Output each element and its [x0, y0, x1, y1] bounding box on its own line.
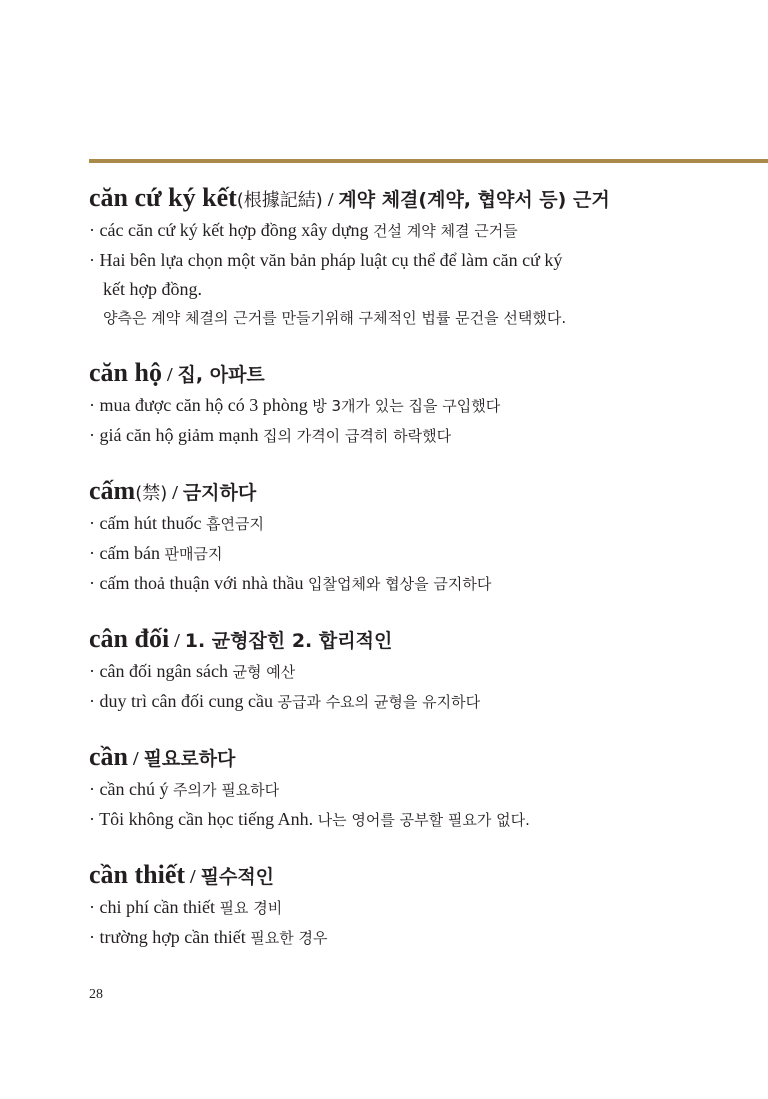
example: · chi phí cần thiết 필요 경비	[89, 897, 283, 917]
example: · Hai bên lựa chọn một văn bản pháp luật cụ thể để làm căn cứ ký	[89, 250, 563, 270]
example-ko: 공급과 수요의 균형을 유지하다	[277, 693, 481, 711]
dictionary-entries	[89, 180, 749, 975]
entry-heading	[89, 621, 749, 657]
example-ko: 판매금지	[164, 545, 223, 563]
headword: căn cứ ký kết	[89, 183, 237, 212]
example: · cần chú ý 주의가 필요하다	[89, 779, 280, 799]
entry	[89, 473, 749, 599]
example-ko: 필요 경비	[219, 899, 283, 917]
headword: cấm	[89, 476, 136, 505]
example-ko: 주의가 필요하다	[172, 781, 280, 799]
example: · duy trì cân đối cung cầu 공급과 수요의 균형을 유지하다	[89, 691, 481, 711]
example-vi: duy trì cân đối cung cầu	[99, 691, 273, 711]
example-vi: cấm bán	[99, 543, 160, 563]
separator: /	[322, 189, 339, 211]
example-vi: cấm thoả thuận với nhà thầu	[99, 573, 304, 593]
entry-heading	[89, 180, 749, 216]
separator: /	[128, 748, 144, 770]
entry-heading	[89, 857, 749, 893]
meaning: 계약 체결(계약, 협약서 등) 근거	[338, 189, 610, 211]
meaning: 필요로하다	[143, 748, 236, 770]
example: · giá căn hộ giảm mạnh 집의 가격이 급격히 하락했다	[89, 425, 452, 445]
example-vi: trường hợp cần thiết	[99, 927, 246, 947]
example: · trường hợp cần thiết 필요한 경우	[89, 927, 328, 947]
example-ko: 건설 계약 체결 근거들	[372, 222, 518, 240]
entry	[89, 857, 749, 953]
hanja: (禁)	[135, 483, 168, 504]
headword: cân đối	[89, 624, 170, 653]
example-ko: 집의 가격이 급격히 하락했다	[262, 427, 452, 445]
headword: cần	[89, 742, 128, 771]
example-vi: chi phí cần thiết	[99, 897, 215, 917]
example-vi: giá căn hộ giảm mạnh	[99, 425, 259, 445]
separator: /	[185, 866, 201, 888]
separator: /	[161, 364, 178, 386]
example-ko: 균형 예산	[232, 663, 296, 681]
example: · các căn cứ ký kết hợp đồng xây dựng 건설 계약 체결 근거들	[89, 220, 518, 240]
entry	[89, 621, 749, 717]
entry-heading	[89, 739, 749, 775]
entry	[89, 739, 749, 835]
example-ko-line: 양측은 계약 체결의 근거를 만들기위해 구체적인 법률 문건을 선택했다.	[103, 309, 567, 327]
example-vi: cấm hút thuốc	[99, 513, 202, 533]
example-vi: Hai bên lựa chọn một văn bản pháp luật cụ thể để làm căn cứ ký	[99, 250, 563, 270]
entry-heading	[89, 473, 749, 509]
meaning: 1. 균형잡힌 2. 합리적인	[184, 630, 393, 652]
example-ko: 필요한 경우	[250, 929, 328, 947]
example-vi: Tôi không cần học tiếng Anh.	[99, 809, 314, 829]
entry-heading	[89, 355, 749, 391]
example-ko: 흡연금지	[205, 515, 264, 533]
headword: căn hộ	[89, 358, 162, 387]
headword: cần thiết	[89, 860, 186, 889]
example: · cấm bán 판매금지	[89, 543, 223, 563]
entry	[89, 355, 749, 451]
entry	[89, 180, 749, 333]
example-vi: cần chú ý	[99, 779, 169, 799]
example-ko: 입찰업체와 협상을 금지하다	[307, 575, 492, 593]
example-ko: 방 3개가 있는 집을 구입했다	[312, 397, 501, 415]
example: · mua được căn hộ có 3 phòng 방 3개가 있는 집을 구입했다	[89, 395, 501, 415]
example-vi: các căn cứ ký kết hợp đồng xây dựng	[99, 220, 369, 240]
example-continuation: kết hợp đồng.	[103, 279, 203, 299]
hanja: (根據記結)	[236, 190, 323, 211]
header-rule	[89, 159, 768, 163]
meaning: 집, 아파트	[177, 364, 265, 386]
example: · cấm hút thuốc 흡연금지	[89, 513, 264, 533]
example-ko: 나는 영어를 공부할 필요가 없다.	[317, 811, 530, 829]
example-vi: mua được căn hộ có 3 phòng	[99, 395, 308, 415]
example-vi: cân đối ngân sách	[99, 661, 228, 681]
example: · cấm thoả thuận với nhà thầu 입찰업체와 협상을 금지하다	[89, 573, 492, 593]
separator: /	[169, 630, 185, 652]
example: · cân đối ngân sách 균형 예산	[89, 661, 296, 681]
example: · Tôi không cần học tiếng Anh. 나는 영어를 공부할 필요가 없다.	[89, 809, 530, 829]
page-number: 28	[89, 987, 103, 1002]
meaning: 필수적인	[200, 866, 275, 888]
meaning: 금지하다	[182, 482, 257, 504]
separator: /	[167, 482, 183, 504]
